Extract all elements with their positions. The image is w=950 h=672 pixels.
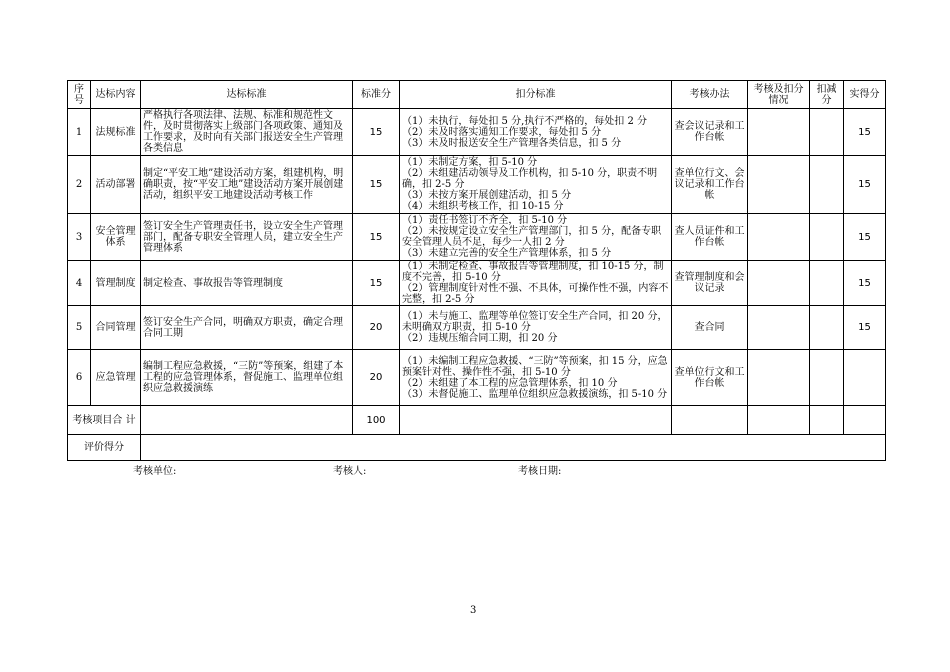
footer-person: 考核人: (333, 466, 367, 477)
deduct-rule-line: （3）未按方案开展创建活动，扣 5 分 (402, 190, 572, 201)
row-item: 应急管理 (91, 350, 141, 406)
row-actual (844, 350, 886, 406)
row-deduct (810, 350, 844, 406)
table-row (68, 350, 886, 406)
row-index: 6 (68, 350, 91, 406)
deduct-rule-line: （1）责任书签订不齐全，扣 5-10 分 (402, 215, 568, 226)
row-deduct (810, 214, 844, 261)
deduct-rule-line: （2）未按规定设立安全生产管理部门，扣 5 分，配备专职安全管理人员不足，每少一人扣 2 分 (402, 226, 662, 248)
row-standard: 制定“平安工地”建设活动方案，组建机构，明确职责，按“平安工地”建设活动方案开展创建活动，组织平安工地建设活动考核工作 (141, 156, 353, 214)
row-deduct (810, 156, 844, 214)
col-index-header: 序号 (68, 81, 91, 109)
row-index: 2 (68, 156, 91, 214)
footer-date: 考核日期: (518, 466, 562, 477)
col-standard-header: 达标标准 (141, 81, 353, 109)
deduct-rule-line: （4）未组织考核工作，扣 10-15 分 (402, 201, 564, 212)
row-index: 1 (68, 109, 91, 156)
row-index: 5 (68, 306, 91, 350)
row-deduct-standard (400, 156, 672, 214)
col-situation-header: 考核及扣分情况 (748, 81, 810, 109)
table-row (68, 214, 886, 261)
row-actual: 15 (844, 109, 886, 156)
total-label: 考核项目合 计 (68, 406, 141, 435)
row-deduct (810, 261, 844, 306)
row-situation (748, 306, 810, 350)
page-number: 3 (470, 605, 477, 616)
row-actual: 15 (844, 261, 886, 306)
evaluation-value (141, 435, 886, 461)
deduct-rule-line: （1）未编制工程应急救援、“三防”等预案，扣 15 分，应急预案针对性、操作性不强，扣 5-10 分 (402, 355, 668, 378)
row-score: 15 (353, 109, 400, 156)
deduct-rule-line: （1）未与施工、监理等单位签订安全生产合同，扣 20 分，未明确双方职责，扣 5-10 分 (402, 311, 668, 333)
row-score: 15 (353, 214, 400, 261)
col-deduct-standard-header: 扣分标准 (400, 81, 672, 109)
deduct-rule-line: （2）未组建了本工程的应急管理体系，扣 10 分 (402, 377, 618, 389)
row-situation (748, 261, 810, 306)
row-deduct-standard (400, 350, 672, 406)
row-situation (748, 350, 810, 406)
table-row (68, 261, 886, 306)
row-actual: 15 (844, 306, 886, 350)
col-deduct-header: 扣减分 (810, 81, 844, 109)
row-deduct-standard (400, 109, 672, 156)
row-standard: 编制工程应急救援，“三防”等预案，组建了本工程的应急管理体系，督促施工、监理单位组织应急救援演练 (141, 350, 353, 406)
col-item-header: 达标内容 (91, 81, 141, 109)
deduct-rule-line: （1）未执行，每处扣 5 分,执行不严格的，每处扣 2 分 (402, 115, 647, 127)
row-standard: 签订安全生产管理责任书，设立安全生产管理部门，配备专职安全管理人员，建立安全生产管理体系 (141, 214, 353, 261)
footer-unit: 考核单位: (133, 466, 177, 477)
total-score: 100 (353, 406, 400, 435)
deduct-rule-line: （2）管理制度针对性不强、不具体，可操作性不强，内容不完整，扣 2-5 分 (402, 283, 669, 305)
row-score: 20 (353, 306, 400, 350)
row-score: 15 (353, 261, 400, 306)
header-row (68, 81, 886, 109)
row-deduct-standard (400, 306, 672, 350)
deduct-rule-line: （3）未及时报送安全生产管理各类信息，扣 5 分 (402, 137, 622, 149)
deduct-rule-line: （1）未制定方案，扣 5-10 分 (402, 157, 538, 168)
row-method: 查人员证件和工作台帐 (672, 214, 748, 261)
table-row (68, 306, 886, 350)
row-situation (748, 109, 810, 156)
col-method-header: 考核办法 (672, 81, 748, 109)
deduct-rule-line: （2）未组建活动领导及工作机构，扣 5-10 分，职责不明确，扣 2-5 分 (402, 168, 658, 190)
table-row (68, 109, 886, 156)
deduct-rule-line: （3）未建立完善的安全生产管理体系，扣 5 分 (402, 248, 612, 259)
row-item: 活动部署 (91, 156, 141, 214)
row-standard: 制定检查、事故报告等管理制度 (141, 261, 353, 306)
row-situation (748, 214, 810, 261)
row-item: 管理制度 (91, 261, 141, 306)
evaluation-row (68, 435, 886, 461)
row-standard: 严格执行各项法律、法规、标准和规范性文件，及时贯彻落实上级部门各项政策、通知及工作要求，及时向有关部门报送安全生产管理各类信息 (141, 109, 353, 156)
row-item: 安全管理体系 (91, 214, 141, 261)
row-score: 20 (353, 350, 400, 406)
assessment-table (67, 80, 886, 461)
row-method: 查单位行文、会议记录和工作台帐 (672, 156, 748, 214)
row-actual: 15 (844, 214, 886, 261)
row-method: 查管理制度和会议记录 (672, 261, 748, 306)
col-score-header: 标准分 (353, 81, 400, 109)
deduct-rule-line: （2）违规压缩合同工期，扣 20 分 (402, 333, 558, 344)
total-row (68, 406, 886, 435)
col-actual-header: 实得分 (844, 81, 886, 109)
evaluation-label: 评价得分 (68, 435, 141, 461)
row-item: 法规标准 (91, 109, 141, 156)
row-index: 4 (68, 261, 91, 306)
row-item: 合同管理 (91, 306, 141, 350)
deduct-rule-line: （2）未及时落实通知工作要求，每处扣 5 分 (402, 126, 602, 138)
deduct-rule-line: （1）未制定检查、事故报告等管理制度，扣 10-15 分，制度不完善，扣 5-10 分 (402, 261, 664, 283)
row-method: 查合同 (672, 306, 748, 350)
row-standard: 签订安全生产合同，明确双方职责，确定合理合同工期 (141, 306, 353, 350)
deduct-rule-line: （3）未督促施工、监理单位组织应急救援演练，扣 5-10 分 (402, 388, 668, 400)
row-situation (748, 156, 810, 214)
table-row (68, 156, 886, 214)
row-method: 查会议记录和工作台帐 (672, 109, 748, 156)
row-actual: 15 (844, 156, 886, 214)
row-deduct (810, 306, 844, 350)
row-index: 3 (68, 214, 91, 261)
row-deduct (810, 109, 844, 156)
row-deduct-standard (400, 214, 672, 261)
row-deduct-standard (400, 261, 672, 306)
row-method: 查单位行文和工作台帐 (672, 350, 748, 406)
row-score: 15 (353, 156, 400, 214)
